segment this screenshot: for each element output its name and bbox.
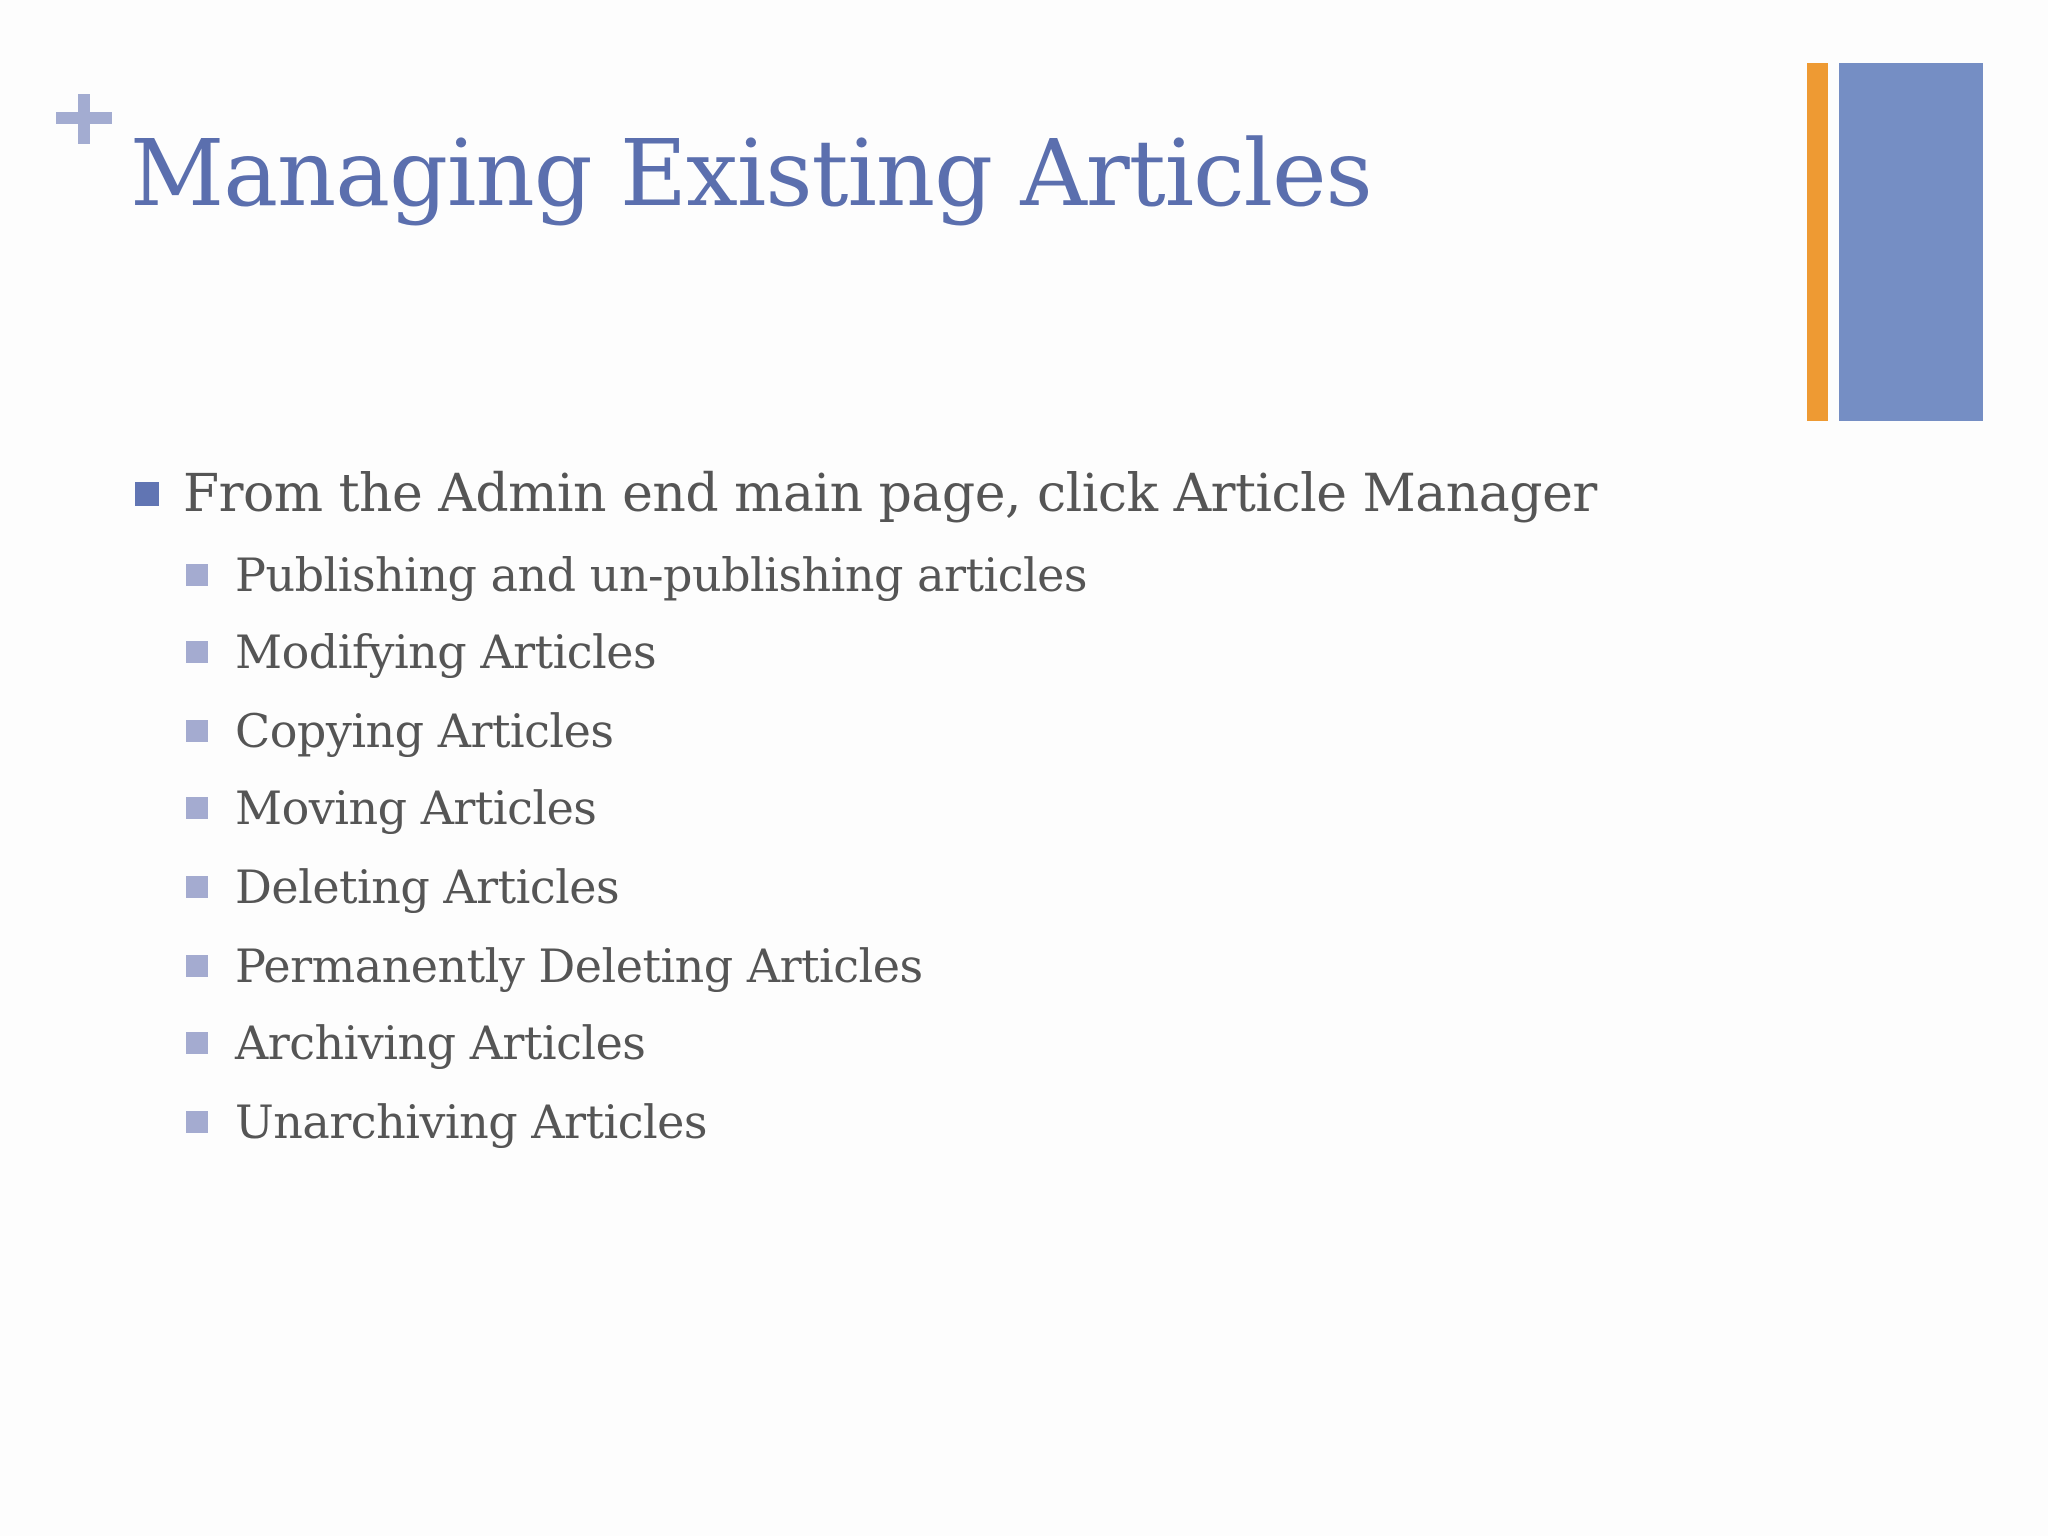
square-bullet-icon [186,955,208,977]
sub-bullet-text: Modifying Articles [235,625,657,679]
square-bullet-icon [186,564,208,586]
sub-bullet-text: Moving Articles [235,781,597,835]
sub-bullet-item [186,778,596,838]
orange-accent-bar [1807,63,1828,421]
square-bullet-icon [186,1111,208,1133]
bullet-item [135,461,1597,527]
sub-bullet-text: Unarchiving Articles [235,1095,708,1149]
slide-title: Managing Existing Articles [130,120,1372,227]
sub-bullet-item [186,545,1087,605]
square-bullet-icon [186,720,208,742]
bullet-text: From the Admin end main page, click Article Manager [183,464,1597,524]
sub-bullet-text: Archiving Articles [235,1016,646,1070]
square-bullet-icon [186,1032,208,1054]
plus-icon [56,94,112,144]
sub-bullet-text: Publishing and un-publishing articles [235,548,1087,602]
sub-bullet-item [186,1092,707,1152]
sub-bullet-text: Copying Articles [235,704,614,758]
square-bullet-icon [186,641,208,663]
sub-bullet-item [186,701,613,761]
blue-accent-bar [1839,63,1983,421]
sub-bullet-text: Permanently Deleting Articles [235,939,923,993]
sub-bullet-item [186,936,923,996]
square-bullet-icon [135,482,159,506]
square-bullet-icon [186,797,208,819]
sub-bullet-item [186,857,619,917]
sub-bullet-text: Deleting Articles [235,860,620,914]
square-bullet-icon [186,876,208,898]
sub-bullet-item [186,1013,645,1073]
sub-bullet-item [186,622,656,682]
